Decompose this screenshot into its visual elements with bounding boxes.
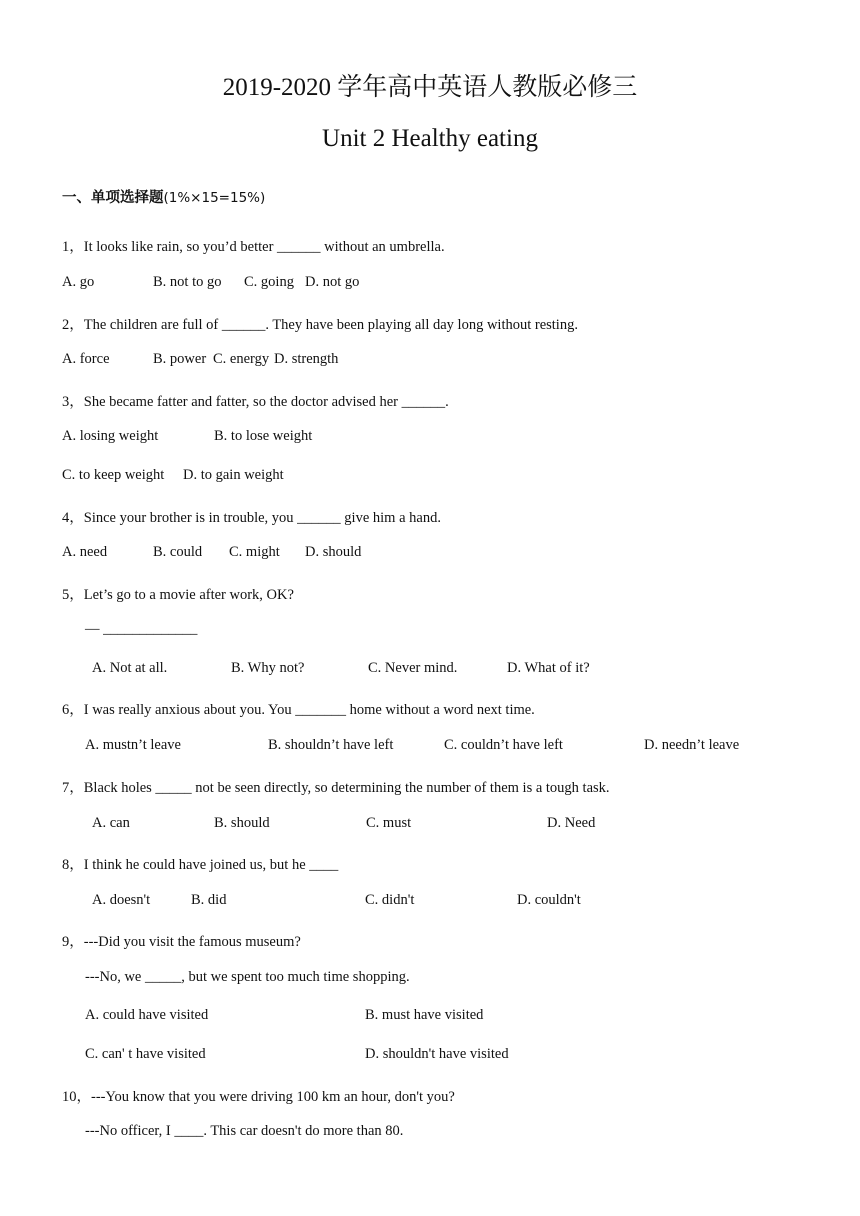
q6-option-d: D. needn’t leave xyxy=(644,737,740,753)
q4-option-d: D. should xyxy=(305,544,362,560)
question-4-stem: 4，Since your brother is in trouble, you ______ give him a hand. xyxy=(62,510,441,526)
question-1-stem: 1，It looks like rain, so you’d better ______ without an umbrella. xyxy=(62,239,445,255)
question-2-stem: 2，The children are full of ______. They have been playing all day long without resting. xyxy=(62,317,578,333)
q7-option-c: C. must xyxy=(366,815,412,831)
q5-reply-blank: — _____________ xyxy=(85,621,198,637)
q2-option-b: B. power xyxy=(153,351,207,367)
q1-option-d: D. not go xyxy=(305,274,360,290)
q7-option-b: B. should xyxy=(214,815,270,831)
q5-option-c: C. Never mind. xyxy=(368,660,458,676)
q2-option-a: A. force xyxy=(62,351,110,367)
q3-option-d: D. to gain weight xyxy=(183,467,284,483)
q8-option-a: A. doesn't xyxy=(92,892,151,908)
q10-reply: ---No officer, I ____. This car doesn't do more than 80. xyxy=(85,1123,404,1139)
section-heading xyxy=(62,186,265,207)
q9-option-d: D. shouldn't have visited xyxy=(365,1046,509,1062)
q3-option-c: C. to keep weight xyxy=(62,467,165,483)
question-5-stem: 5，Let’s go to a movie after work, OK? xyxy=(62,587,294,603)
question-3-stem: 3，She became fatter and fatter, so the doctor advised her ______. xyxy=(62,394,449,410)
q3-option-b: B. to lose weight xyxy=(214,428,313,444)
question-8-stem: 8，I think he could have joined us, but he ____ xyxy=(62,857,339,873)
q4-option-c: C. might xyxy=(229,544,280,560)
question-10-stem: 10，---You know that you were driving 100 km an hour, don't you? xyxy=(62,1089,455,1105)
q7-option-d: D. Need xyxy=(547,815,596,831)
q5-option-b: B. Why not? xyxy=(231,660,305,676)
q1-option-a: A. go xyxy=(62,274,95,290)
q5-option-a: A. Not at all. xyxy=(92,660,168,676)
q1-option-b: B. not to go xyxy=(153,274,222,290)
q9-option-a: A. could have visited xyxy=(85,1007,209,1023)
q9-option-b: B. must have visited xyxy=(365,1007,484,1023)
section-scoring: (1%×15=15%) xyxy=(163,190,266,206)
q5-option-d: D. What of it? xyxy=(507,660,590,676)
page-title: 2019-2020 学年高中英语人教版必修三 xyxy=(222,74,638,101)
question-6-stem: 6，I was really anxious about you. You _______ home without a word next time. xyxy=(62,702,535,718)
q6-option-a: A. mustn’t leave xyxy=(85,737,181,753)
q9-option-c: C. can' t have visited xyxy=(85,1046,206,1062)
q6-option-c: C. couldn’t have left xyxy=(444,737,563,753)
q8-option-b: B. did xyxy=(191,892,227,908)
q1-option-c: C. going xyxy=(244,274,294,290)
q2-option-d: D. strength xyxy=(274,351,339,367)
q7-option-a: A. can xyxy=(92,815,130,831)
q4-option-a: A. need xyxy=(62,544,108,560)
q9-reply: ---No, we _____, but we spent too much time shopping. xyxy=(85,969,410,985)
section-heading-text: 一、单项选择题 xyxy=(62,190,164,206)
page-subtitle: Unit 2 Healthy eating xyxy=(322,125,538,152)
question-9-stem: 9，---Did you visit the famous museum? xyxy=(62,934,301,950)
q4-option-b: B. could xyxy=(153,544,203,560)
q6-option-b: B. shouldn’t have left xyxy=(268,737,394,753)
q8-option-d: D. couldn't xyxy=(517,892,581,908)
q2-option-c: C. energy xyxy=(213,351,270,367)
q3-option-a: A. losing weight xyxy=(62,428,159,444)
question-7-stem: 7，Black holes _____ not be seen directly, so determining the number of them is a tough task. xyxy=(62,780,610,796)
q8-option-c: C. didn't xyxy=(365,892,415,908)
